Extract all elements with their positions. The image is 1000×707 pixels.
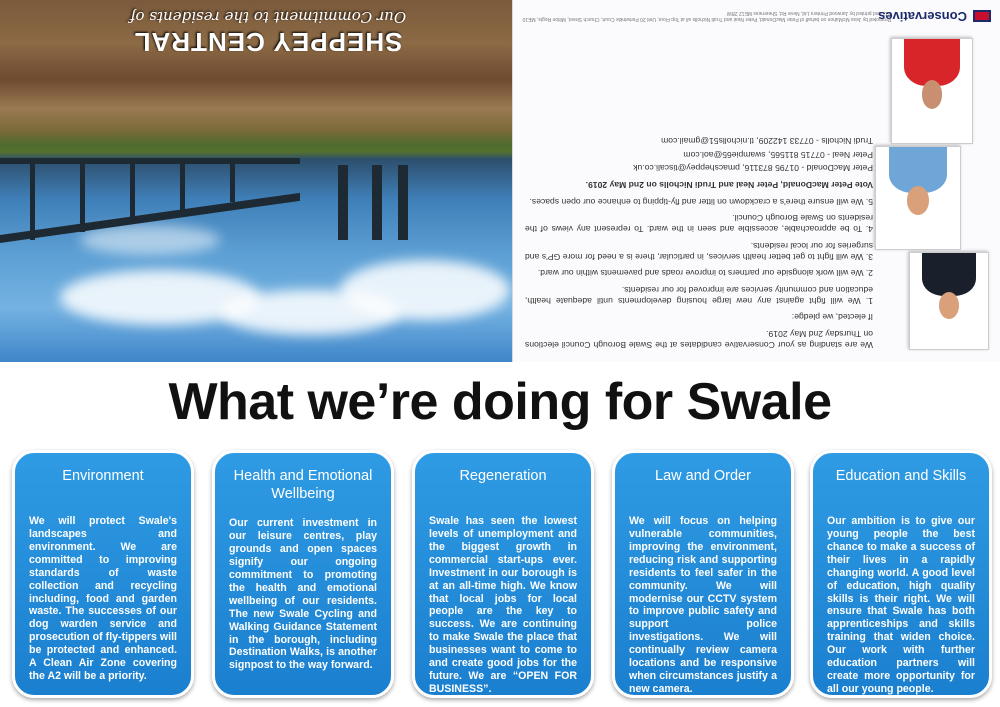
- contact-list: [525, 135, 873, 173]
- card-title: Environment: [62, 468, 144, 484]
- pledge-item: 1. We will fight against any new large housing developments until adequate health, education and community services are improved for our residents.: [525, 284, 873, 306]
- pledge-item: 2. We will work alongside our partners to improve roads and pavements within our ward.: [537, 268, 873, 279]
- contact-item: Peter Neal - 07715 811565, swampie65@aol.com: [683, 149, 873, 160]
- candidate-portrait-1: [909, 252, 989, 350]
- policy-cards: [12, 450, 992, 700]
- cover-title: SHEPPEY CENTRAL: [133, 27, 403, 57]
- card-body: Our ambition is to give our young people the best chance to make a success of their lives in a rapidly changing world. A good level of education, high quality skills is their right. We will ensure that Swale has both apprenticeships and skills training that widen choice. Our work with further education partners will create more opportunity for all our young people.: [827, 515, 975, 695]
- page-headline: What we’re doing for Swale: [168, 373, 832, 431]
- pledge-item: 3. We will fight to get better health services, in particular, there is a need for more GP's and surgeries for our local residents.: [525, 240, 873, 262]
- contact-item: Trudi Nicholls - 07733 142209, tl.nicholls51@gmail.com: [661, 136, 873, 147]
- card-title: Law and Order: [655, 468, 751, 484]
- party-name: Conservatives: [878, 9, 967, 24]
- cover-tagline: Our Commitment to the residents of: [129, 8, 407, 26]
- card-law-order: [612, 450, 794, 698]
- candidate-portrait-3: [891, 38, 973, 144]
- card-body: Our current investment in our leisure centres, play grounds and open spaces signify our ongoing commitment to promoting the health and emotional wellbeing of our residents. The new Swale Cycling and Walking Guidance Statement in the borough, including Destination Walks, is another signpost to the way forward.: [229, 517, 377, 672]
- card-education-skills: [810, 450, 992, 698]
- card-body: We will focus on helping vulnerable communities, improving the environment, reducing risk and supporting residents to feel safer in the community. We will modernise our CCTV system to improve public safety and support police investigations. We will continually review camera locations and be responsive when circumstances justify a new camera.: [629, 515, 777, 695]
- contact-item: Peter MacDonald - 01795 873116, pmacsheppey@tiscali.co.uk: [633, 162, 873, 173]
- card-title: Education and Skills: [835, 468, 967, 484]
- card-health-wellbeing: [212, 450, 394, 698]
- party-logo: [878, 9, 991, 24]
- cover-title-block: [118, 6, 418, 57]
- imprint-text: Promoted by Jess McMahon on behalf of Peter MacDonald, Peter Neal and Trudi Nicholls all at Top Floor, Unit 20 Periwinkle Court, Church Street, Milton Regis, ME10 2JZ and printed by Jarwood Printers Ltd, Neve Rd, Sheerness ME12 2BW: [522, 10, 891, 22]
- letter-pledge-intro: If elected, we pledge:: [791, 312, 873, 323]
- letter-intro: We are standing as your Conservative candidates at the Swale Borough Council elections on Thursday 2nd May 2019.: [525, 328, 873, 350]
- card-title: Regeneration: [459, 468, 547, 484]
- card-body: Swale has seen the lowest levels of unemployment and the biggest growth in commercial start-ups ever. Investment in our borough is at an all-time high. We know that local jobs for local people are the key to success. We are continuing to make Swale the place that businesses want to come to and create good jobs for the future. We are “OPEN FOR BUSINESS”.: [429, 515, 577, 695]
- letter-body: [525, 133, 873, 350]
- card-environment: [12, 450, 194, 698]
- candidate-portrait-2: [875, 146, 961, 250]
- pledge-item: 4. To be approachable, accessible and seen in the ward. To represent any views of the residents on Swale Borough Council.: [525, 212, 873, 235]
- pledge-item: 5. We will ensure there's a crackdown on litter and fly-tipping to enhance our open spaces.: [529, 196, 873, 207]
- union-flag-icon: [973, 11, 991, 23]
- candidate-letter-panel: [512, 0, 1000, 362]
- cover-photo: [0, 0, 512, 362]
- card-body: We will protect Swale's landscapes and environment. We are committed to improving standards of waste collection and recycling including, food and garden waste. The successes of our dog warden service and prosecution of fly-tippers will be protected and enhanced. A Clean Air Zone covering the A2 will be a priority.: [29, 515, 177, 683]
- vote-line: Vote Peter MacDonald, Peter Neal and Trudi Nicholls on 2nd May 2019.: [585, 180, 873, 191]
- card-regeneration: [412, 450, 594, 698]
- card-title: Health and Emotional Wellbeing: [233, 468, 373, 503]
